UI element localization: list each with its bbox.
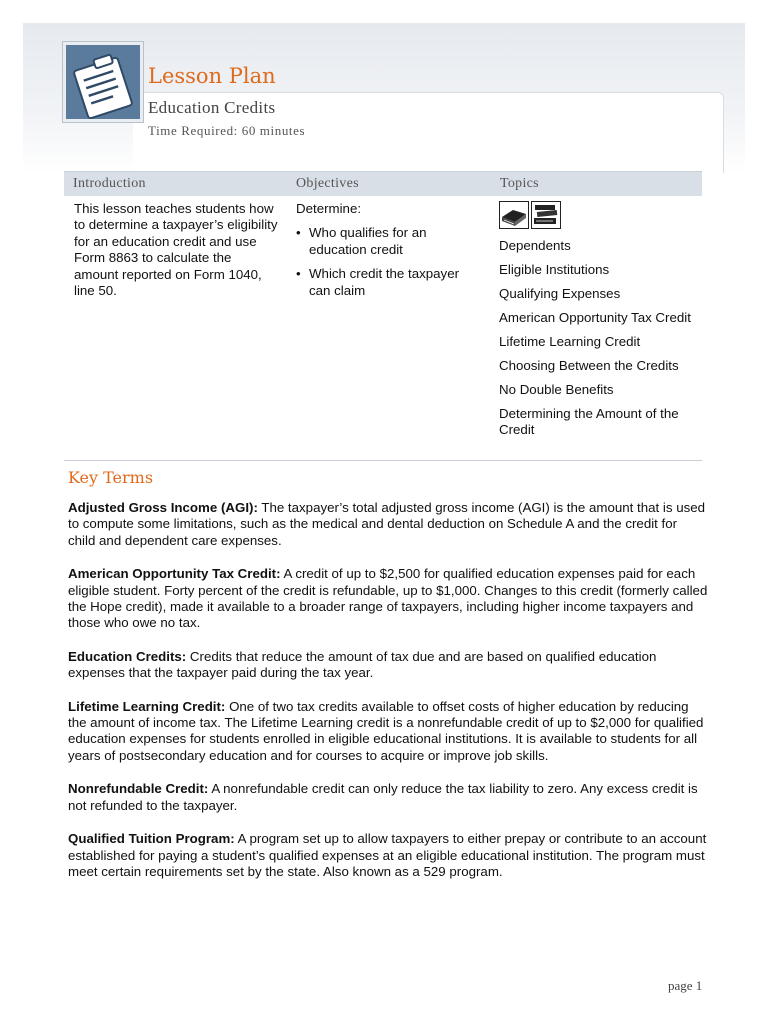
term-definition: A credit of up to $2,500 for qualified education expenses paid for each eligible student. Forty percent of the credit is refundable, up to $1,000. Changes to this credit (formerly called the Hope credit), made it available to a broader range of taxpayers, including higher income taxpayers and those who owe no tax. <box>68 566 708 631</box>
topic-item: No Double Benefits <box>499 382 614 397</box>
lesson-subtitle: Education Credits <box>148 98 276 117</box>
term-definition: The taxpayer’s total adjusted gross income (AGI) is the amount that is used to compute some limitations, such as the medical and dental deduction on Schedule A and the credit for child and dependent care expenses. <box>68 500 706 548</box>
topic-item: Eligible Institutions <box>499 262 610 277</box>
key-terms-list <box>68 500 708 897</box>
term-nonrefundable <box>68 781 708 814</box>
page-title: Lesson Plan <box>148 64 276 88</box>
term-agi <box>68 500 708 549</box>
term-name: Qualified Tuition Program: <box>68 831 235 847</box>
term-education-credits <box>68 649 708 682</box>
topics-icons <box>499 201 563 231</box>
time-required: Time Required: 60 minutes <box>148 123 306 138</box>
term-lifetime-learning <box>68 699 708 765</box>
term-name: Education Credits: <box>68 648 187 664</box>
objective-item: • Which credit the taxpayer can claim <box>296 266 476 299</box>
term-definition: Credits that reduce the amount of tax due and are based on qualified education expenses that the taxpayer paid during the tax year. <box>68 648 657 681</box>
term-qualified-tuition <box>68 831 708 880</box>
page-number: page 1 <box>668 978 703 993</box>
key-terms-title: Key Terms <box>68 468 154 487</box>
objectives-lead: Determine: <box>296 201 362 216</box>
topics-list <box>499 238 699 439</box>
topic-item: Choosing Between the Credits <box>499 358 679 373</box>
topic-item: American Opportunity Tax Credit <box>499 310 691 325</box>
term-name: American Opportunity Tax Credit: <box>68 566 281 582</box>
lesson-table-header <box>64 171 702 196</box>
header-objectives: Objectives <box>296 176 359 191</box>
term-name: Lifetime Learning Credit: <box>68 698 226 714</box>
topic-item: Dependents <box>499 238 571 253</box>
topics-cell <box>499 238 699 446</box>
header-topics: Topics <box>500 176 539 191</box>
table-divider <box>64 460 702 461</box>
introduction-text: This lesson teaches students how to determine a taxpayer’s eligibility for an education credit and use Form 8863 to calculate the amount reported on Form 1040, line 50. <box>74 201 278 299</box>
term-definition: A nonrefundable credit can only reduce the tax liability to zero. Any excess credit is not refunded to the taxpayer. <box>68 781 698 813</box>
header-introduction: Introduction <box>73 176 146 191</box>
term-aotc <box>68 566 708 632</box>
term-definition: One of two tax credits available to offset costs of higher education by reducing the amount of income tax. The Lifetime Learning credit is a nonrefundable credit of up to $2,000 for qualified education expenses for students enrolled in eligible educational institutions. It is available to students for all years of postsecondary education and for courses to acquire or improve job skills. <box>68 698 704 763</box>
objectives-cell <box>296 201 476 299</box>
term-name: Nonrefundable Credit: <box>68 781 209 797</box>
books-stack-icon <box>531 201 561 234</box>
objective-item: • Who qualifies for an education credit <box>296 225 476 258</box>
topic-item: Lifetime Learning Credit <box>499 334 641 349</box>
topic-item: Qualifying Expenses <box>499 286 621 301</box>
book-icon <box>499 201 529 234</box>
objectives-list <box>296 225 476 299</box>
clipboard-icon <box>63 42 143 122</box>
topic-item: Determining the Amount of the Credit <box>499 406 679 438</box>
term-name: Adjusted Gross Income (AGI): <box>68 500 258 515</box>
term-definition: A program set up to allow taxpayers to either prepay or contribute to an account established for paying a student’s qualified expenses at an eligible educational institution. The program must meet certain requirements set by the state. Also known as a 529 program. <box>68 831 707 879</box>
